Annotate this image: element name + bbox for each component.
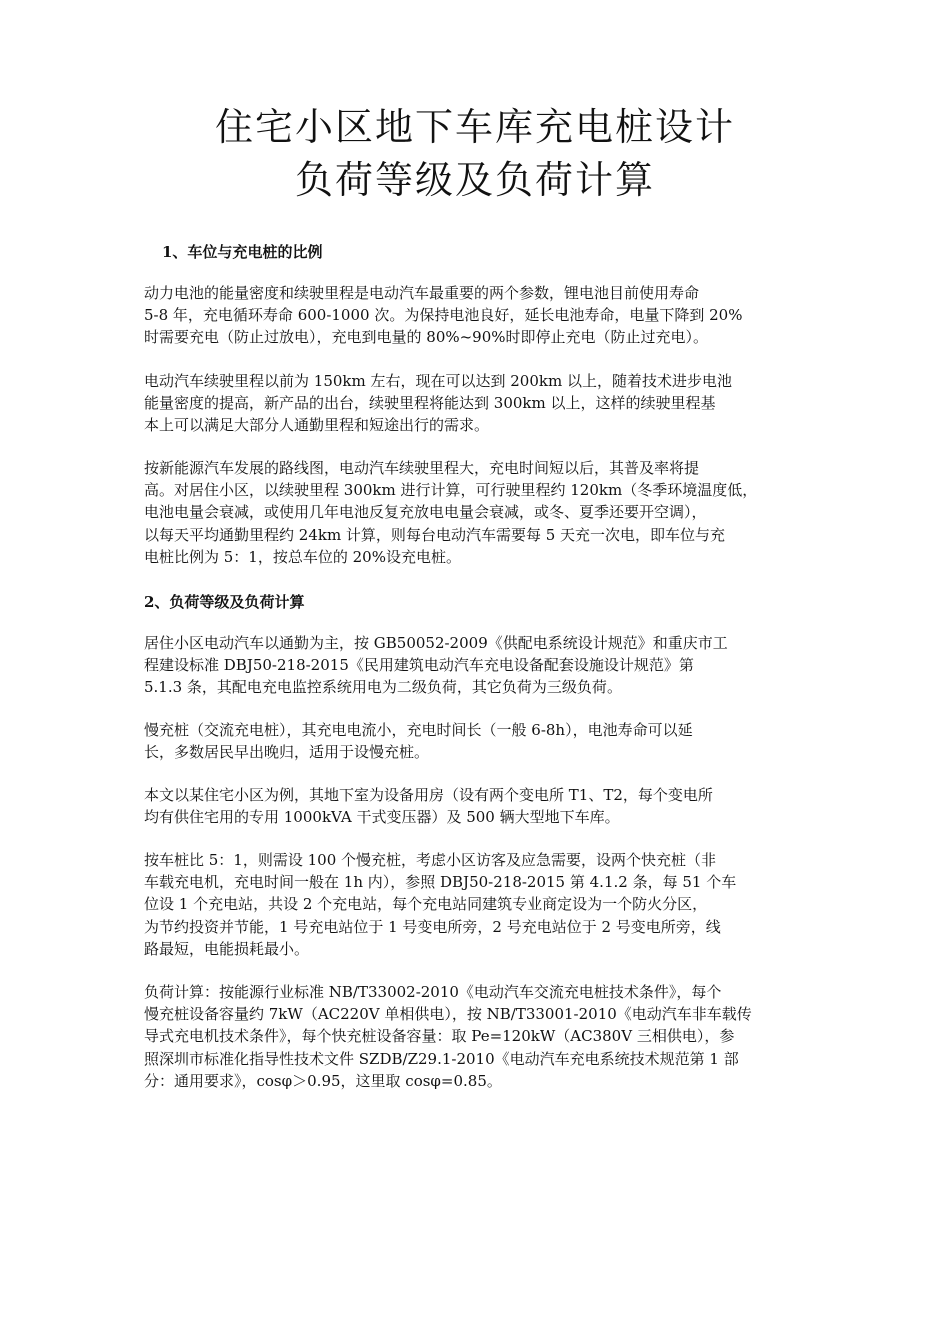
paragraph-line: 本文以某住宅小区为例，其地下室为设备用房（设有两个变电所 T1、T2，每个变电所: [144, 786, 713, 804]
paragraph-line: 为节约投资并节能，1 号充电站位于 1 号变电所旁，2 号充电站位于 2 号变电所旁，线: [144, 917, 721, 936]
paragraph-line: 能量密度的提高，新产品的出台，续驶里程将能达到 300km 以上，这样的续驶里程基: [144, 394, 716, 413]
paragraph-line: 动力电池的能量密度和续驶里程是电动汽车最重要的两个参数，锂电池目前使用寿命: [144, 284, 700, 302]
paragraph-line: 本上可以满足大部分人通勤里程和短途出行的需求。: [144, 416, 490, 435]
paragraph-line: 时需要充电（防止过放电），充电到电量的 80%~90%时即停止充电（防止过充电）。: [144, 328, 709, 347]
paragraph-line: 负荷计算：按能源行业标准 NB/T33002-2010《电动汽车交流充电桩技术条件》，每个: [144, 983, 722, 1001]
paragraph-line: 位设 1 个充电站，共设 2 个充电站，每个充电站同建筑专业商定设为一个防火分区，: [144, 895, 708, 914]
paragraph-4: [144, 632, 824, 699]
document-title-line-1: 住宅小区地下车库充电桩设计: [214, 105, 735, 149]
paragraph-line: 均有供住宅用的专用 1000kVA 干式变压器）及 500 辆大型地下车库。: [144, 808, 620, 827]
paragraph-line: 电池电量会衰减，或使用几年电池反复充放电电量会衰减，或冬、夏季还要开空调），: [144, 503, 707, 522]
paragraph-line: 居住小区电动汽车以通勤为主，按 GB50052-2009《供配电系统设计规范》和重庆市工: [144, 634, 728, 652]
paragraph-line: 慢充桩（交流充电桩），其充电电流小，充电时间长（一般 6-8h），电池寿命可以延: [144, 721, 693, 739]
paragraph-7: [144, 849, 824, 960]
paragraph-line: 程建设标准 DBJ50-218-2015《民用建筑电动汽车充电设备配套设施设计规范》第: [144, 656, 694, 675]
paragraph-5: [144, 719, 824, 763]
paragraph-line: 车载充电机，充电时间一般在 1h 内），参照 DBJ50-218-2015 第 4.1.2 条，每 51 个车: [144, 873, 737, 892]
paragraph-8: [144, 981, 824, 1092]
paragraph-line: 以每天平均通勤里程约 24km 计算，则每台电动汽车需要每 5 天充一次电，即车位与充: [144, 525, 726, 544]
document-title-line-2: 负荷等级及负荷计算: [294, 158, 655, 202]
paragraph-line: 按新能源汽车发展的路线图，电动汽车续驶里程大，充电时间短以后，其普及率将提: [144, 459, 700, 477]
paragraph-line: 分：通用要求》，cosφ＞0.95，这里取 cosφ=0.85。: [144, 1071, 502, 1090]
paragraph-line: 高。对居住小区，以续驶里程 300km 进行计算，可行驶里程约 120km（冬季环境温度低，: [144, 481, 758, 500]
section-heading-1: 1、车位与充电桩的比例: [162, 243, 323, 261]
paragraph-line: 5.1.3 条，其配电充电监控系统用电为二级负荷，其它负荷为三级负荷。: [144, 678, 622, 697]
paragraph-line: 长，多数居民早出晚归，适用于设慢充桩。: [144, 743, 430, 762]
paragraph-line: 电动汽车续驶里程以前为 150km 左右，现在可以达到 200km 以上，随着技术进步电池: [144, 372, 732, 390]
paragraph-line: 路最短，电能损耗最小。: [144, 939, 310, 958]
paragraph-line: 慢充桩设备容量约 7kW（AC220V 单相供电），按 NB/T33001-2010《电动汽车非车载传: [144, 1005, 752, 1024]
paragraph-line: 导式充电机技术条件》，每个快充桩设备容量：取 Pe=120kW（AC380V 三相供电），参: [144, 1027, 735, 1046]
paragraph-line: 照深圳市标准化指导性技术文件 SZDB/Z29.1-2010《电动汽车充电系统技术规范第 1 部: [144, 1049, 739, 1068]
paragraph-3: [144, 457, 824, 568]
paragraph-2: [144, 370, 824, 437]
paragraph-6: [144, 784, 824, 828]
section-heading-2: 2、负荷等级及负荷计算: [144, 593, 305, 611]
paragraph-line: 按车桩比 5：1，则需设 100 个慢充桩，考虑小区访客及应急需要，设两个快充桩（非: [144, 851, 717, 869]
paragraph-1: [144, 282, 824, 349]
paragraph-line: 电桩比例为 5：1，按总车位的 20%设充电桩。: [144, 547, 461, 566]
paragraph-line: 5-8 年，充电循环寿命 600-1000 次。为保持电池良好，延长电池寿命，电量下降到 20%: [144, 306, 743, 325]
